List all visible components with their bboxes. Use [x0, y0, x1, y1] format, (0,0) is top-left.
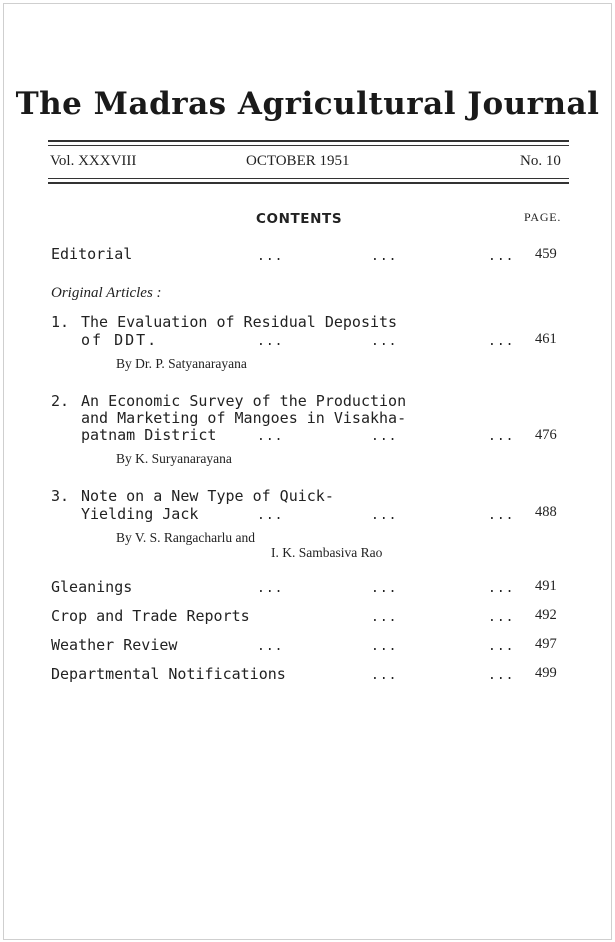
leader-dots: ... [488, 581, 515, 596]
leader-dots: ... [371, 581, 398, 596]
leader-dots: ... [371, 249, 398, 264]
journal-page [3, 3, 612, 940]
page-number: 476 [535, 427, 557, 443]
article-title-line: patnam District [81, 426, 217, 444]
article-number: 3. [51, 487, 70, 505]
page-number: 488 [535, 504, 557, 520]
leader-dots: ... [371, 668, 398, 683]
leader-dots: ... [371, 639, 398, 654]
leader-dots: ... [371, 429, 398, 444]
contents-heading: CONTENTS [256, 211, 343, 227]
page-number: 459 [535, 246, 557, 262]
page-column-heading: PAGE. [524, 210, 562, 224]
page-number: 497 [535, 636, 557, 652]
article-byline: By K. Suryanarayana [116, 451, 232, 466]
leader-dots: ... [257, 639, 284, 654]
top-rule-thin [48, 145, 569, 146]
leader-dots: ... [488, 639, 515, 654]
article-title-line: The Evaluation of Residual Deposits [81, 313, 398, 331]
issue-number: No. 10 [520, 153, 561, 169]
original-articles-heading: Original Articles : [51, 285, 162, 301]
toc-entry-gleanings: Gleanings [51, 578, 133, 596]
page-number: 491 [535, 578, 557, 594]
mid-rule-thin [48, 178, 569, 179]
page-number: 492 [535, 607, 557, 623]
article-number: 2. [51, 392, 70, 410]
leader-dots: ... [257, 581, 284, 596]
article-title-line: An Economic Survey of the Production [81, 392, 407, 410]
article-byline-coauthor: I. K. Sambasiva Rao [271, 545, 383, 560]
article-title-line: Yielding Jack [81, 505, 199, 523]
leader-dots: ... [257, 429, 284, 444]
leader-dots: ... [488, 610, 515, 625]
leader-dots: ... [488, 668, 515, 683]
article-number: 1. [51, 313, 70, 331]
toc-entry-editorial: Editorial [51, 245, 133, 263]
article-title-line: of DDT. [81, 331, 159, 349]
article-byline: By Dr. P. Satyanarayana [116, 356, 247, 371]
page-number: 499 [535, 665, 557, 681]
leader-dots: ... [371, 334, 398, 349]
leader-dots: ... [257, 334, 284, 349]
issue-date: OCTOBER 1951 [246, 153, 350, 169]
leader-dots: ... [488, 249, 515, 264]
leader-dots: ... [488, 334, 515, 349]
article-byline: By V. S. Rangacharlu and [116, 530, 255, 545]
leader-dots: ... [257, 508, 284, 523]
leader-dots: ... [371, 508, 398, 523]
toc-entry-departmental-notifications: Departmental Notifications [51, 665, 286, 683]
volume-label: Vol. XXXVIII [50, 153, 137, 169]
leader-dots: ... [488, 429, 515, 444]
journal-title: The Madras Agricultural Journal [15, 86, 600, 122]
leader-dots: ... [371, 610, 398, 625]
toc-entry-crop-trade-reports: Crop and Trade Reports [51, 607, 250, 625]
leader-dots: ... [257, 249, 284, 264]
article-title-line: Note on a New Type of Quick- [81, 487, 334, 505]
page-number: 461 [535, 331, 557, 347]
toc-entry-weather-review: Weather Review [51, 636, 178, 654]
top-rule [48, 140, 569, 142]
mid-rule [48, 182, 569, 184]
leader-dots: ... [488, 508, 515, 523]
article-title-line: and Marketing of Mangoes in Visakha- [81, 409, 407, 427]
